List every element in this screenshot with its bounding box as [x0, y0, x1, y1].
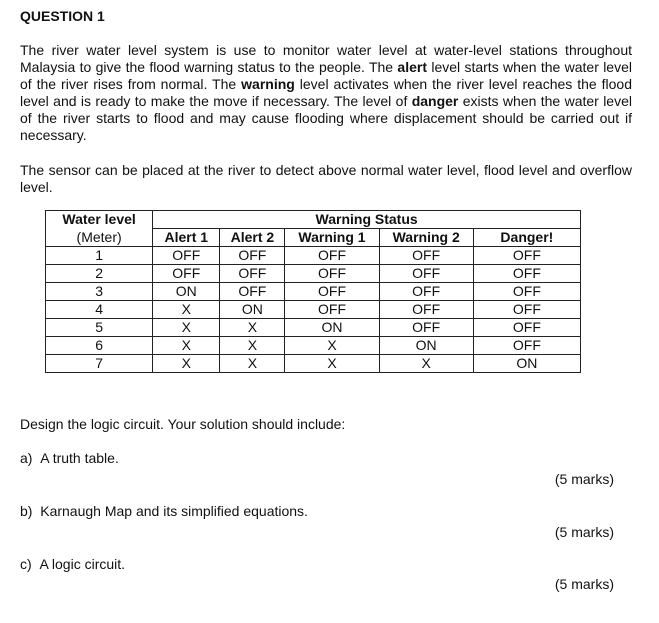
table-cell: 1	[46, 247, 153, 265]
table-cell: X	[379, 355, 473, 373]
warning-keyword: warning	[241, 76, 295, 92]
item-a-text: A truth table.	[40, 450, 119, 466]
table-cell: OFF	[473, 265, 580, 283]
col-header-alert-2: Alert 2	[220, 229, 285, 247]
table-cell: ON	[153, 283, 220, 301]
item-c-label: c)	[20, 556, 32, 572]
table-cell: X	[153, 337, 220, 355]
table-cell: OFF	[473, 301, 580, 319]
item-c-text: A logic circuit.	[39, 556, 126, 572]
danger-keyword: danger	[411, 93, 459, 109]
table-cell: OFF	[473, 319, 580, 337]
table-cell: X	[285, 355, 379, 373]
table-row	[46, 337, 581, 355]
item-c-marks: (5 marks)	[554, 576, 614, 592]
table-cell: ON	[379, 337, 473, 355]
table-cell: ON	[220, 301, 285, 319]
table-cell: X	[153, 301, 220, 319]
sensor-paragraph: The sensor can be placed at the river to detect above normal water level, flood level and overflow level.	[20, 162, 632, 195]
intro-text-4: exists when the water level of the river starts to flood and may cause flooding where displacement should be carried out if necessary.	[20, 93, 632, 143]
table-row	[46, 247, 581, 265]
table-row	[46, 265, 581, 283]
col-header-danger: Danger!	[473, 229, 580, 247]
water-level-table	[45, 210, 581, 373]
item-a-marks: (5 marks)	[554, 471, 614, 487]
table-cell: OFF	[379, 301, 473, 319]
item-b-text: Karnaugh Map and its simplified equations.	[40, 503, 308, 519]
table-cell: 3	[46, 283, 153, 301]
table-cell: OFF	[220, 283, 285, 301]
table-cell: OFF	[220, 265, 285, 283]
table-cell: OFF	[379, 247, 473, 265]
table-cell: X	[153, 319, 220, 337]
intro-text-2: level starts when the water level of the river rises from normal. The	[20, 59, 632, 92]
table-cell: 6	[46, 337, 153, 355]
table-cell: OFF	[379, 283, 473, 301]
table-cell: OFF	[473, 283, 580, 301]
question-title: QUESTION 1	[20, 8, 105, 24]
item-a-label: a)	[20, 450, 33, 466]
intro-paragraph	[20, 42, 632, 144]
col-header-warning-2: Warning 2	[379, 229, 473, 247]
table-row	[46, 283, 581, 301]
warning-status-header: Warning Status	[153, 211, 581, 229]
item-b-label: b)	[20, 503, 33, 519]
table-cell: OFF	[285, 283, 379, 301]
table-cell: X	[220, 337, 285, 355]
table-cell: 7	[46, 355, 153, 373]
table-cell: X	[220, 319, 285, 337]
meter-header: (Meter)	[46, 229, 153, 247]
table-cell: OFF	[285, 265, 379, 283]
table-cell: OFF	[379, 265, 473, 283]
table-cell: X	[153, 355, 220, 373]
table-cell: OFF	[285, 247, 379, 265]
table-cell: ON	[473, 355, 580, 373]
table-cell: OFF	[473, 247, 580, 265]
table-cell: OFF	[153, 247, 220, 265]
item-b-marks: (5 marks)	[554, 524, 614, 540]
table-cell: OFF	[473, 337, 580, 355]
item-b	[20, 503, 308, 519]
intro-text-1: The river water level system is use to monitor water level at water-level stations throughout Malaysia to give the flood warning status to the people. The	[20, 42, 632, 75]
table-cell: X	[220, 355, 285, 373]
water-level-header: Water level	[46, 211, 153, 229]
col-header-warning-1: Warning 1	[285, 229, 379, 247]
table-row	[46, 355, 581, 373]
col-header-alert-1: Alert 1	[153, 229, 220, 247]
design-instruction: Design the logic circuit. Your solution should include:	[20, 416, 346, 432]
table-cell: OFF	[153, 265, 220, 283]
table-cell: OFF	[220, 247, 285, 265]
table-cell: 4	[46, 301, 153, 319]
item-c	[20, 556, 125, 572]
item-a	[20, 450, 119, 466]
table-row	[46, 301, 581, 319]
alert-keyword: alert	[397, 59, 427, 75]
table-cell: 5	[46, 319, 153, 337]
table-cell: OFF	[379, 319, 473, 337]
table-row	[46, 319, 581, 337]
intro-text-3: level activates when the river level reaches the flood level and is ready to make the move if necessary. The level of	[20, 76, 632, 109]
table-cell: X	[285, 337, 379, 355]
table-cell: 2	[46, 265, 153, 283]
table-cell: OFF	[285, 301, 379, 319]
table-cell: ON	[285, 319, 379, 337]
